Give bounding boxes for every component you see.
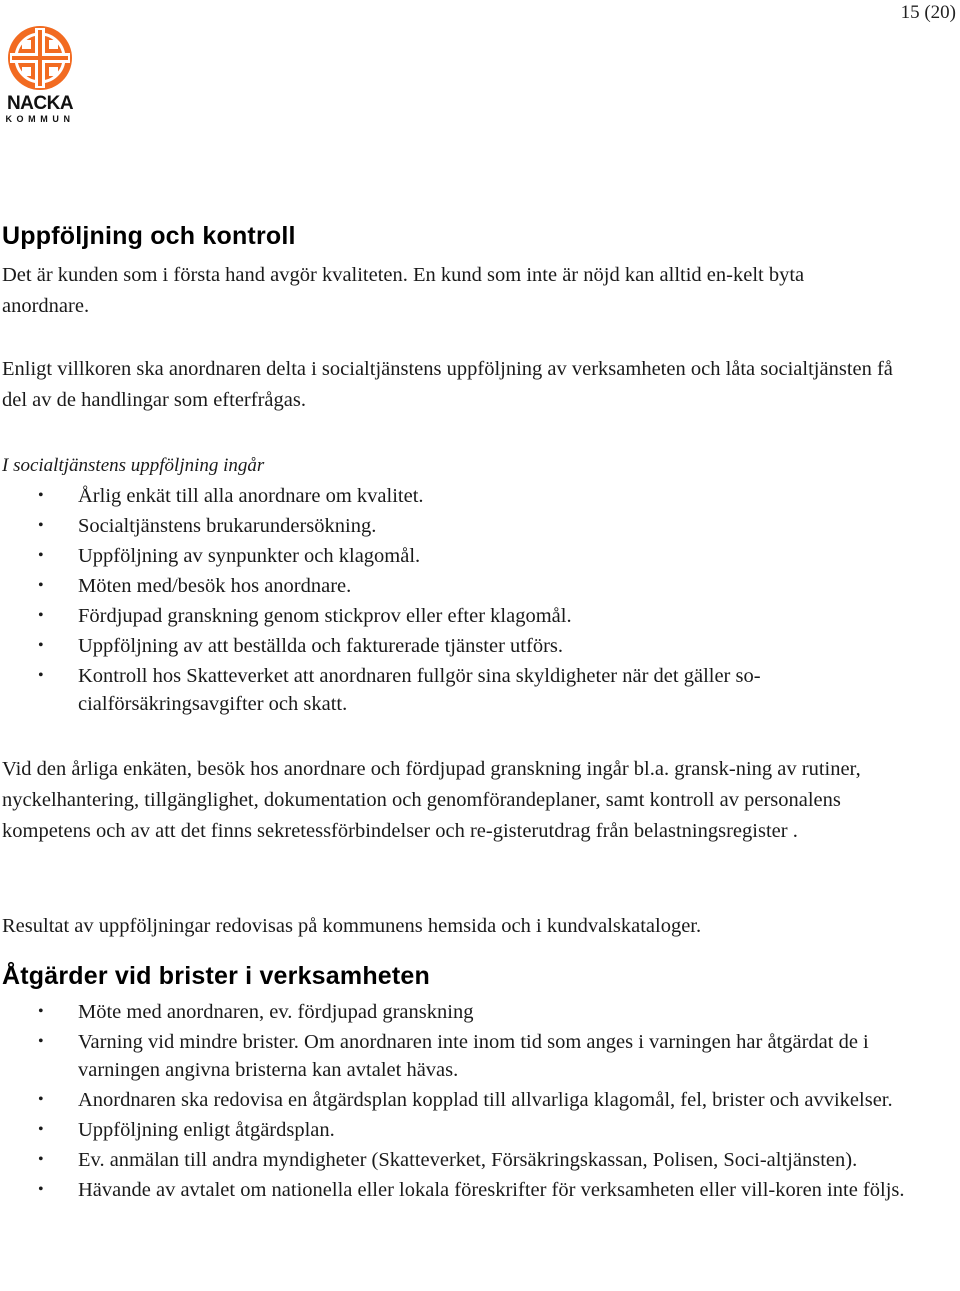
list-item: • Uppföljning enligt åtgärdsplan. (38, 1119, 335, 1141)
logo-subtitle: KOMMUN (5, 114, 75, 124)
list-item: • Anordnaren ska redovisa en åtgärdsplan kopplad till allvarliga klagomål, fel, brister och avvikelser. (38, 1089, 893, 1111)
list-item: • Ev. anmälan till andra myndigheter (Skatteverket, Försäkringskassan, Polisen, Soci-altjänsten). (38, 1149, 858, 1171)
list-item: • Hävande av avtalet om nationella eller lokala föreskrifter för verksamheten eller vill-koren inte följs. (38, 1179, 905, 1201)
paragraph-results: Resultat av uppföljningar redovisas på kommunens hemsida och i kundvalskataloger. (2, 915, 702, 937)
nacka-kommun-logo (2, 22, 78, 126)
list-item: • Årlig enkät till alla anordnare om kvalitet. (38, 485, 424, 507)
paragraph-intro: Det är kunden som i första hand avgör kvaliteten. En kund som inte är nöjd kan alltid en-kelt byta anordnare. (2, 264, 805, 317)
list-intro: I socialtjänstens uppföljning ingår (2, 455, 265, 476)
paragraph-terms: Enligt villkoren ska anordnaren delta i socialtjänstens uppföljning av verksamheten och låta socialtjänsten få del av de handlingar som efterfrågas. (2, 358, 893, 411)
list-item: • Varning vid mindre brister. Om anordnaren inte inom tid som anges i varningen har åtgärdat de i varningen angivna bristerna kan avtalet hävas. (38, 1031, 869, 1081)
list-item: • Uppföljning av att beställda och fakturerade tjänster utförs. (38, 635, 564, 657)
list-item: • Socialtjänstens brukarundersökning. (38, 515, 377, 537)
list-item: • Uppföljning av synpunkter och klagomål. (38, 545, 421, 567)
list-item: • Möten med/besök hos anordnare. (38, 575, 352, 597)
followup-list (0, 482, 910, 720)
measures-list (0, 998, 910, 1206)
paragraph-annual-survey: Vid den årliga enkäten, besök hos anordnare och fördjupad granskning ingår bl.a. gransk-ning av rutiner, nyckelhantering, tillgänglighet, dokumentation och genomförandeplaner, samt kontroll av personalens kompetens och av att det finns sekretessförbindelser och re-gisterutdrag från belastningsregister . (2, 758, 861, 842)
nacka-emblem-icon (2, 22, 78, 94)
page-number: 15 (20) (900, 2, 956, 23)
section-heading-measures: Åtgärder vid brister i verksamheten (2, 962, 430, 990)
list-item: • Fördjupad granskning genom stickprov eller efter klagomål. (38, 605, 572, 627)
list-item: • Möte med anordnaren, ev. fördjupad granskning (38, 1001, 474, 1023)
list-item: • Kontroll hos Skatteverket att anordnaren fullgör sina skyldigheter när det gäller so-cialförsäkringsavgifter och skatt. (38, 665, 761, 715)
logo-name: NACKA (6, 93, 74, 114)
section-heading-followup: Uppföljning och kontroll (2, 222, 296, 250)
